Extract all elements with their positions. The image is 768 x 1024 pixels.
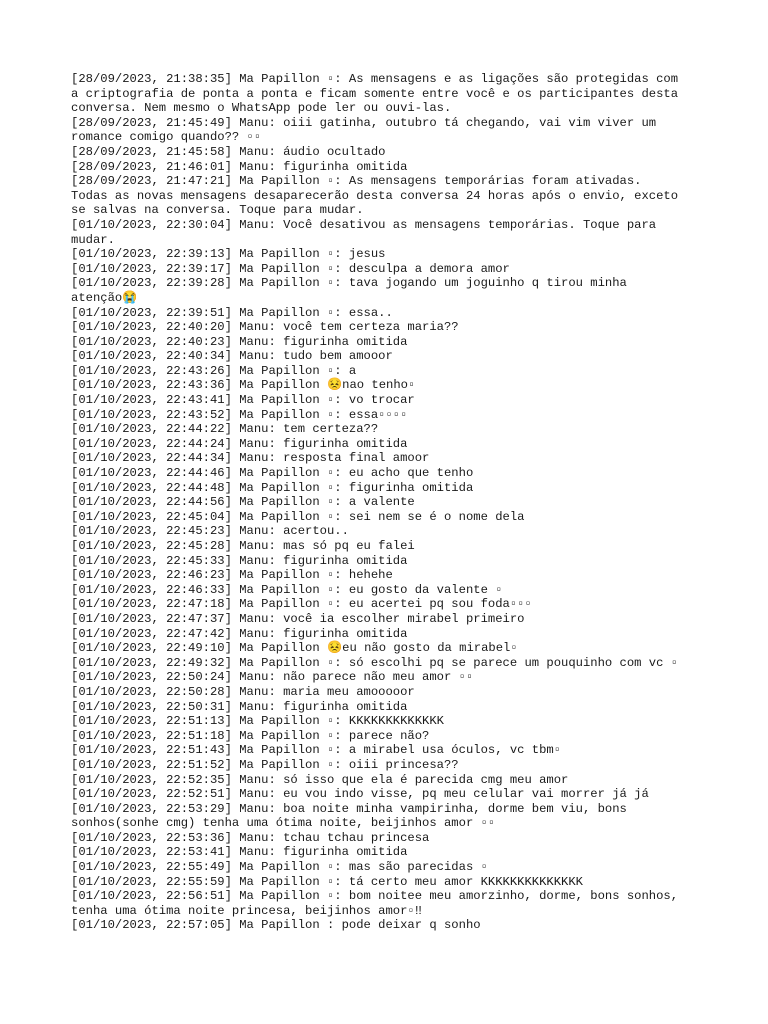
transcript-line: [01/10/2023, 22:45:33] Manu: figurinha omitida	[71, 553, 408, 568]
transcript-line: [01/10/2023, 22:55:59] Ma Papillon ▫: tá certo meu amor KKKKKKKKKKKKKK	[71, 874, 583, 889]
transcript-line: [01/10/2023, 22:49:32] Ma Papillon ▫: só escolhi pq se parece um pouquinho com vc ▫	[71, 655, 679, 670]
transcript-line: [28/09/2023, 21:45:49] Manu: oiii gatinha, outubro tá chegando, vai vim viver um	[71, 115, 657, 130]
transcript-line: [01/10/2023, 22:51:18] Ma Papillon ▫: parece não?	[71, 728, 430, 743]
transcript-line: [01/10/2023, 22:51:52] Ma Papillon ▫: oiii princesa??	[71, 757, 459, 772]
transcript-line: [01/10/2023, 22:44:46] Ma Papillon ▫: eu acho que tenho	[71, 466, 474, 481]
transcript-line: [28/09/2023, 21:45:58] Manu: áudio ocultado	[71, 144, 386, 159]
transcript-line: [01/10/2023, 22:49:10] Ma Papillon 😣eu não gosto da mirabel▫	[71, 641, 518, 656]
transcript-line: [01/10/2023, 22:40:34] Manu: tudo bem amooor	[71, 349, 393, 364]
transcript-line: atenção😭	[71, 290, 138, 305]
transcript-line: [01/10/2023, 22:43:52] Ma Papillon ▫: essa▫▫▫▫	[71, 407, 408, 422]
transcript-line: [01/10/2023, 22:53:29] Manu: boa noite minha vampirinha, dorme bem viu, bons	[71, 801, 627, 816]
transcript-line: [01/10/2023, 22:50:28] Manu: maria meu amooooor	[71, 684, 415, 699]
transcript-line: [01/10/2023, 22:44:34] Manu: resposta final amoor	[71, 451, 430, 466]
transcript-line: [01/10/2023, 22:50:31] Manu: figurinha omitida	[71, 699, 408, 714]
transcript-line: [01/10/2023, 22:53:36] Manu: tchau tchau princesa	[71, 830, 430, 845]
transcript-line: [01/10/2023, 22:30:04] Manu: Você desativou as mensagens temporárias. Toque para	[71, 217, 657, 232]
transcript-line: [01/10/2023, 22:46:23] Ma Papillon ▫: hehehe	[71, 568, 393, 583]
transcript-line: [01/10/2023, 22:52:51] Manu: eu vou indo visse, pq meu celular vai morrer já já	[71, 787, 649, 802]
transcript-line: [01/10/2023, 22:47:42] Manu: figurinha omitida	[71, 626, 408, 641]
transcript-line: [01/10/2023, 22:56:51] Ma Papillon ▫: bom noitee meu amorzinho, dorme, bons sonhos,	[71, 889, 679, 904]
transcript-line: [01/10/2023, 22:40:20] Manu: você tem certeza maria??	[71, 320, 459, 335]
transcript-line: Todas as novas mensagens desaparecerão desta conversa 24 horas após o envio, exceto	[71, 188, 679, 203]
transcript-line: [01/10/2023, 22:44:22] Manu: tem certeza??	[71, 422, 379, 437]
transcript-line: [01/10/2023, 22:43:36] Ma Papillon 😣nao tenho▫	[71, 378, 416, 393]
transcript-line: [28/09/2023, 21:38:35] Ma Papillon ▫: As mensagens e as ligações são protegidas com	[71, 72, 679, 86]
transcript-line: [01/10/2023, 22:43:26] Ma Papillon ▫: a	[71, 363, 357, 378]
transcript-line: [01/10/2023, 22:39:17] Ma Papillon ▫: desculpa a demora amor	[71, 261, 510, 276]
transcript-line: [28/09/2023, 21:46:01] Manu: figurinha omitida	[71, 159, 408, 174]
transcript-line: mudar.	[71, 232, 115, 247]
transcript-line: [01/10/2023, 22:45:04] Ma Papillon ▫: sei nem se é o nome dela	[71, 509, 525, 524]
transcript-line: [01/10/2023, 22:50:24] Manu: não parece não meu amor ▫▫	[71, 670, 474, 685]
transcript-line: se salvas na conversa. Toque para mudar.	[71, 203, 364, 218]
transcript-line: [01/10/2023, 22:47:18] Ma Papillon ▫: eu acertei pq sou foda▫▫▫	[71, 597, 532, 612]
transcript-line: [01/10/2023, 22:55:49] Ma Papillon ▫: mas são parecidas ▫	[71, 860, 488, 875]
transcript-line: [01/10/2023, 22:46:33] Ma Papillon ▫: eu gosto da valente ▫	[71, 582, 503, 597]
transcript-line: [01/10/2023, 22:53:41] Manu: figurinha omitida	[71, 845, 408, 860]
transcript-line: conversa. Nem mesmo o WhatsApp pode ler ou ouvi-las.	[71, 101, 452, 116]
transcript-line: tenha uma ótima noite princesa, beijinhos amor▫‼	[71, 903, 423, 918]
transcript-line: [01/10/2023, 22:45:23] Manu: acertou..	[71, 524, 349, 539]
transcript-line: romance comigo quando?? ▫▫	[71, 130, 262, 145]
transcript-line: sonhos(sonhe cmg) tenha uma ótima noite, beijinhos amor ▫▫	[71, 816, 496, 831]
transcript-line: [01/10/2023, 22:57:05] Ma Papillon : pode deixar q sonho	[71, 918, 481, 933]
transcript-line: [01/10/2023, 22:39:51] Ma Papillon ▫: essa..	[71, 305, 393, 320]
transcript-line: a criptografia de ponta a ponta e ficam somente entre você e os participantes desta	[71, 86, 679, 101]
transcript-line: [01/10/2023, 22:39:28] Ma Papillon ▫: tava jogando um joguinho q tirou minha	[71, 276, 627, 291]
transcript-line: [01/10/2023, 22:52:35] Manu: só isso que ela é parecida cmg meu amor	[71, 772, 569, 787]
transcript-line: [01/10/2023, 22:47:37] Manu: você ia escolher mirabel primeiro	[71, 611, 525, 626]
transcript-line: [01/10/2023, 22:51:43] Ma Papillon ▫: a mirabel usa óculos, vc tbm▫	[71, 743, 562, 758]
transcript-line: [28/09/2023, 21:47:21] Ma Papillon ▫: As mensagens temporárias foram ativadas.	[71, 174, 642, 189]
transcript-line: [01/10/2023, 22:39:13] Ma Papillon ▫: jesus	[71, 247, 386, 262]
chat-transcript	[71, 72, 701, 933]
transcript-line: [01/10/2023, 22:51:13] Ma Papillon ▫: KKKKKKKKKKKKK	[71, 714, 444, 729]
transcript-line: [01/10/2023, 22:44:56] Ma Papillon ▫: a valente	[71, 495, 415, 510]
transcript-line: [01/10/2023, 22:40:23] Manu: figurinha omitida	[71, 334, 408, 349]
transcript-line: [01/10/2023, 22:44:48] Ma Papillon ▫: figurinha omitida	[71, 480, 474, 495]
transcript-line: [01/10/2023, 22:43:41] Ma Papillon ▫: vo trocar	[71, 393, 415, 408]
transcript-line: [01/10/2023, 22:45:28] Manu: mas só pq eu falei	[71, 539, 415, 553]
transcript-line: [01/10/2023, 22:44:24] Manu: figurinha omitida	[71, 436, 408, 451]
